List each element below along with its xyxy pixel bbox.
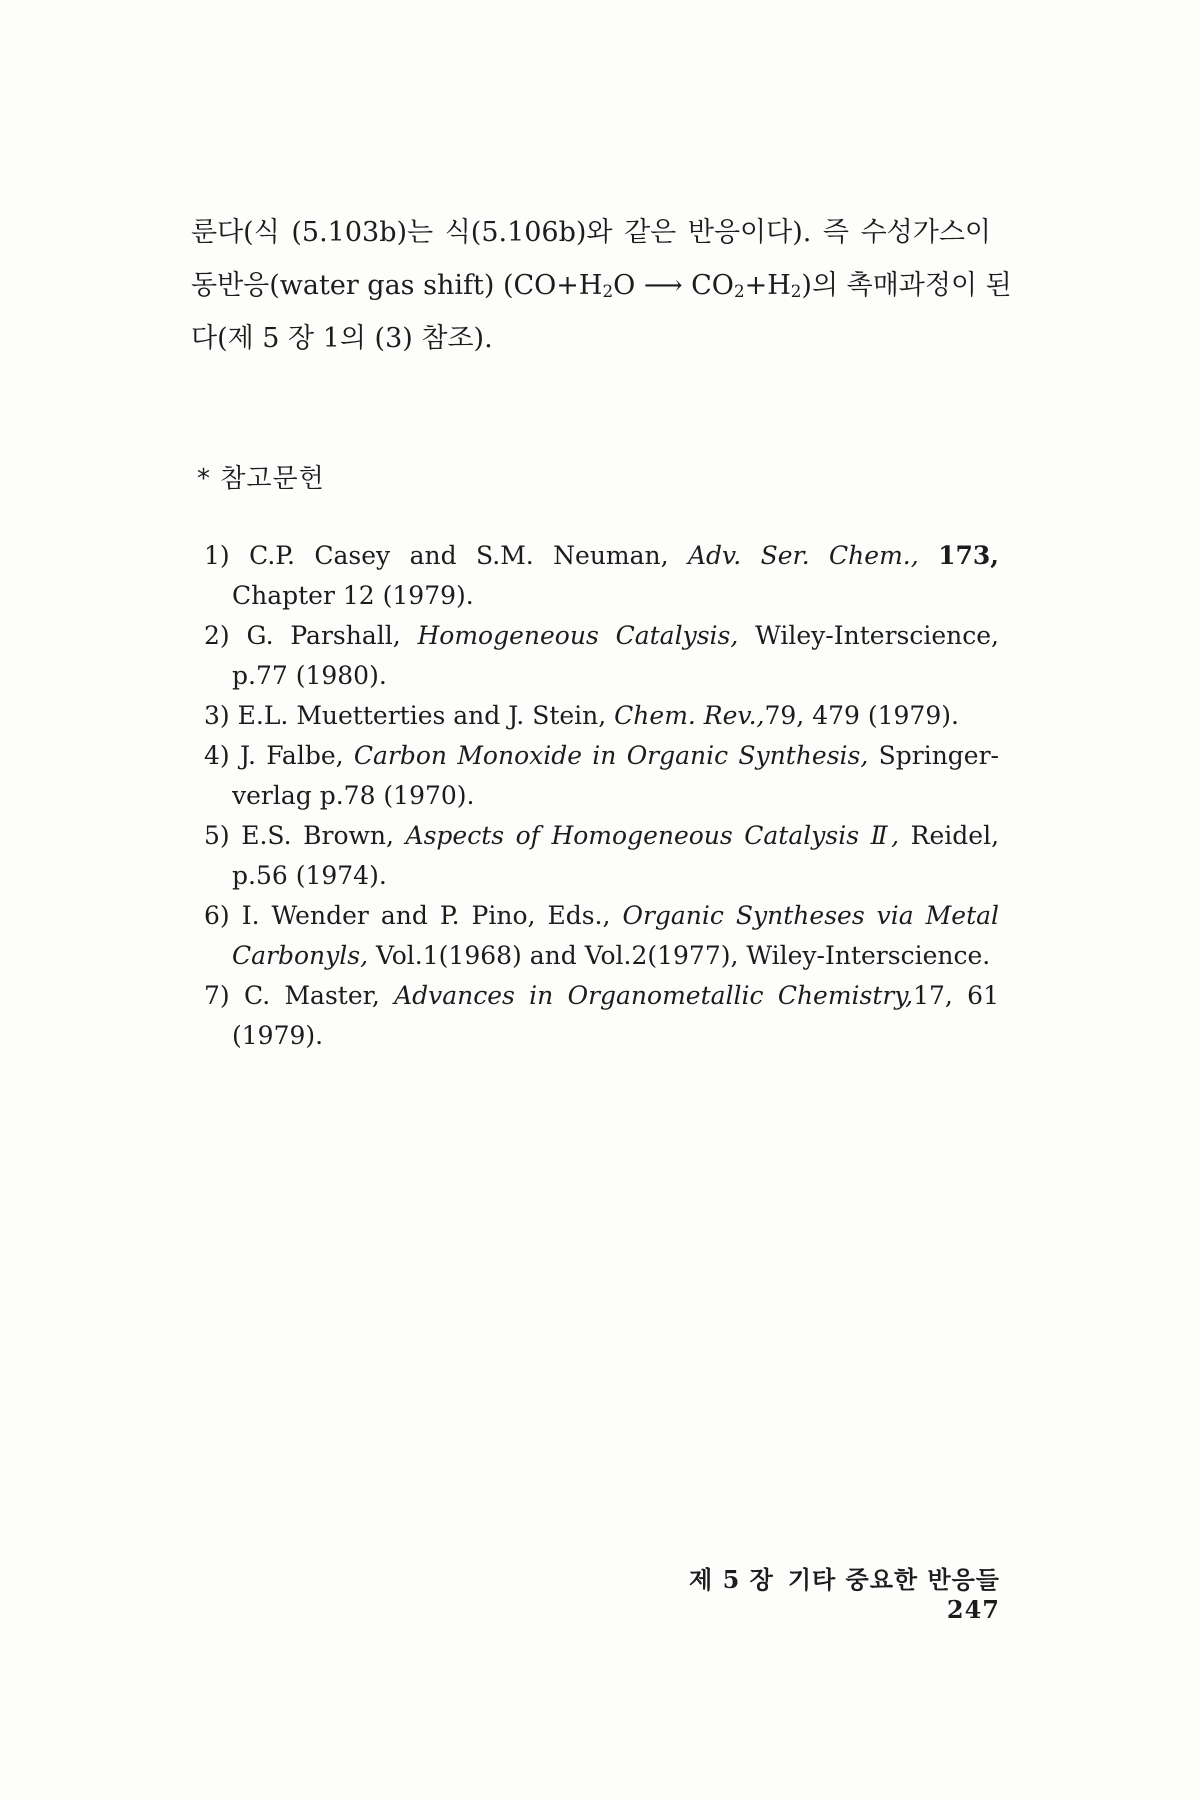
reference-item-6: 6) I. Wender and P. Pino, Eds., Organic Syntheses via Metal Carbonyls, Vol.1(1968) and Vol.2(1977), Wiley-Interscience. [204,901,1000,970]
page-number: 247 [946,1595,1000,1624]
intro-line-2: 동반응(water gas shift) ($CO+H_2O$ ⟶ $CO_2+H_2$)의 촉매과정이 된 [191,270,1012,301]
intro-line-3: 다(제 5 장 1의 (3) 참조). [191,323,493,354]
reference-item-5: 5) E.S. Brown, Aspects of Homogeneous Catalysis Ⅱ, Reidel, p.56 (1974). [204,821,1000,890]
intro-paragraph [191,206,1012,365]
footer-chapter: 제 5 장 [689,1565,774,1594]
reference-item-1: 1) C.P. Casey and S.M. Neuman, Adv. Ser. Chem., 173, Chapter 12 (1979). [204,541,999,610]
reference-item-3: 3) E.L. Muetterties and J. Stein, Chem. Rev.,79, 479 (1979). [204,701,959,730]
reference-item-7: 7) C. Master, Advances in Organometallic Chemistry,17, 61 (1979). [204,981,999,1050]
reference-item-2: 2) G. Parshall, Homogeneous Catalysis, Wiley-Interscience, p.77 (1980). [204,621,999,690]
reference-item-4: 4) J. Falbe, Carbon Monoxide in Organic Synthesis, Springer-verlag p.78 (1970). [204,741,999,810]
footer-title: 기타 중요한 반응들 [787,1565,1000,1594]
reference-list [204,536,999,1056]
page-footer [620,1560,1000,1624]
references-heading: * 참고문헌 [197,464,325,494]
intro-line-1: 룬다(식 (5.103b)는 식(5.106b)와 같은 반응이다). 즉 수성가스이 [191,217,991,248]
